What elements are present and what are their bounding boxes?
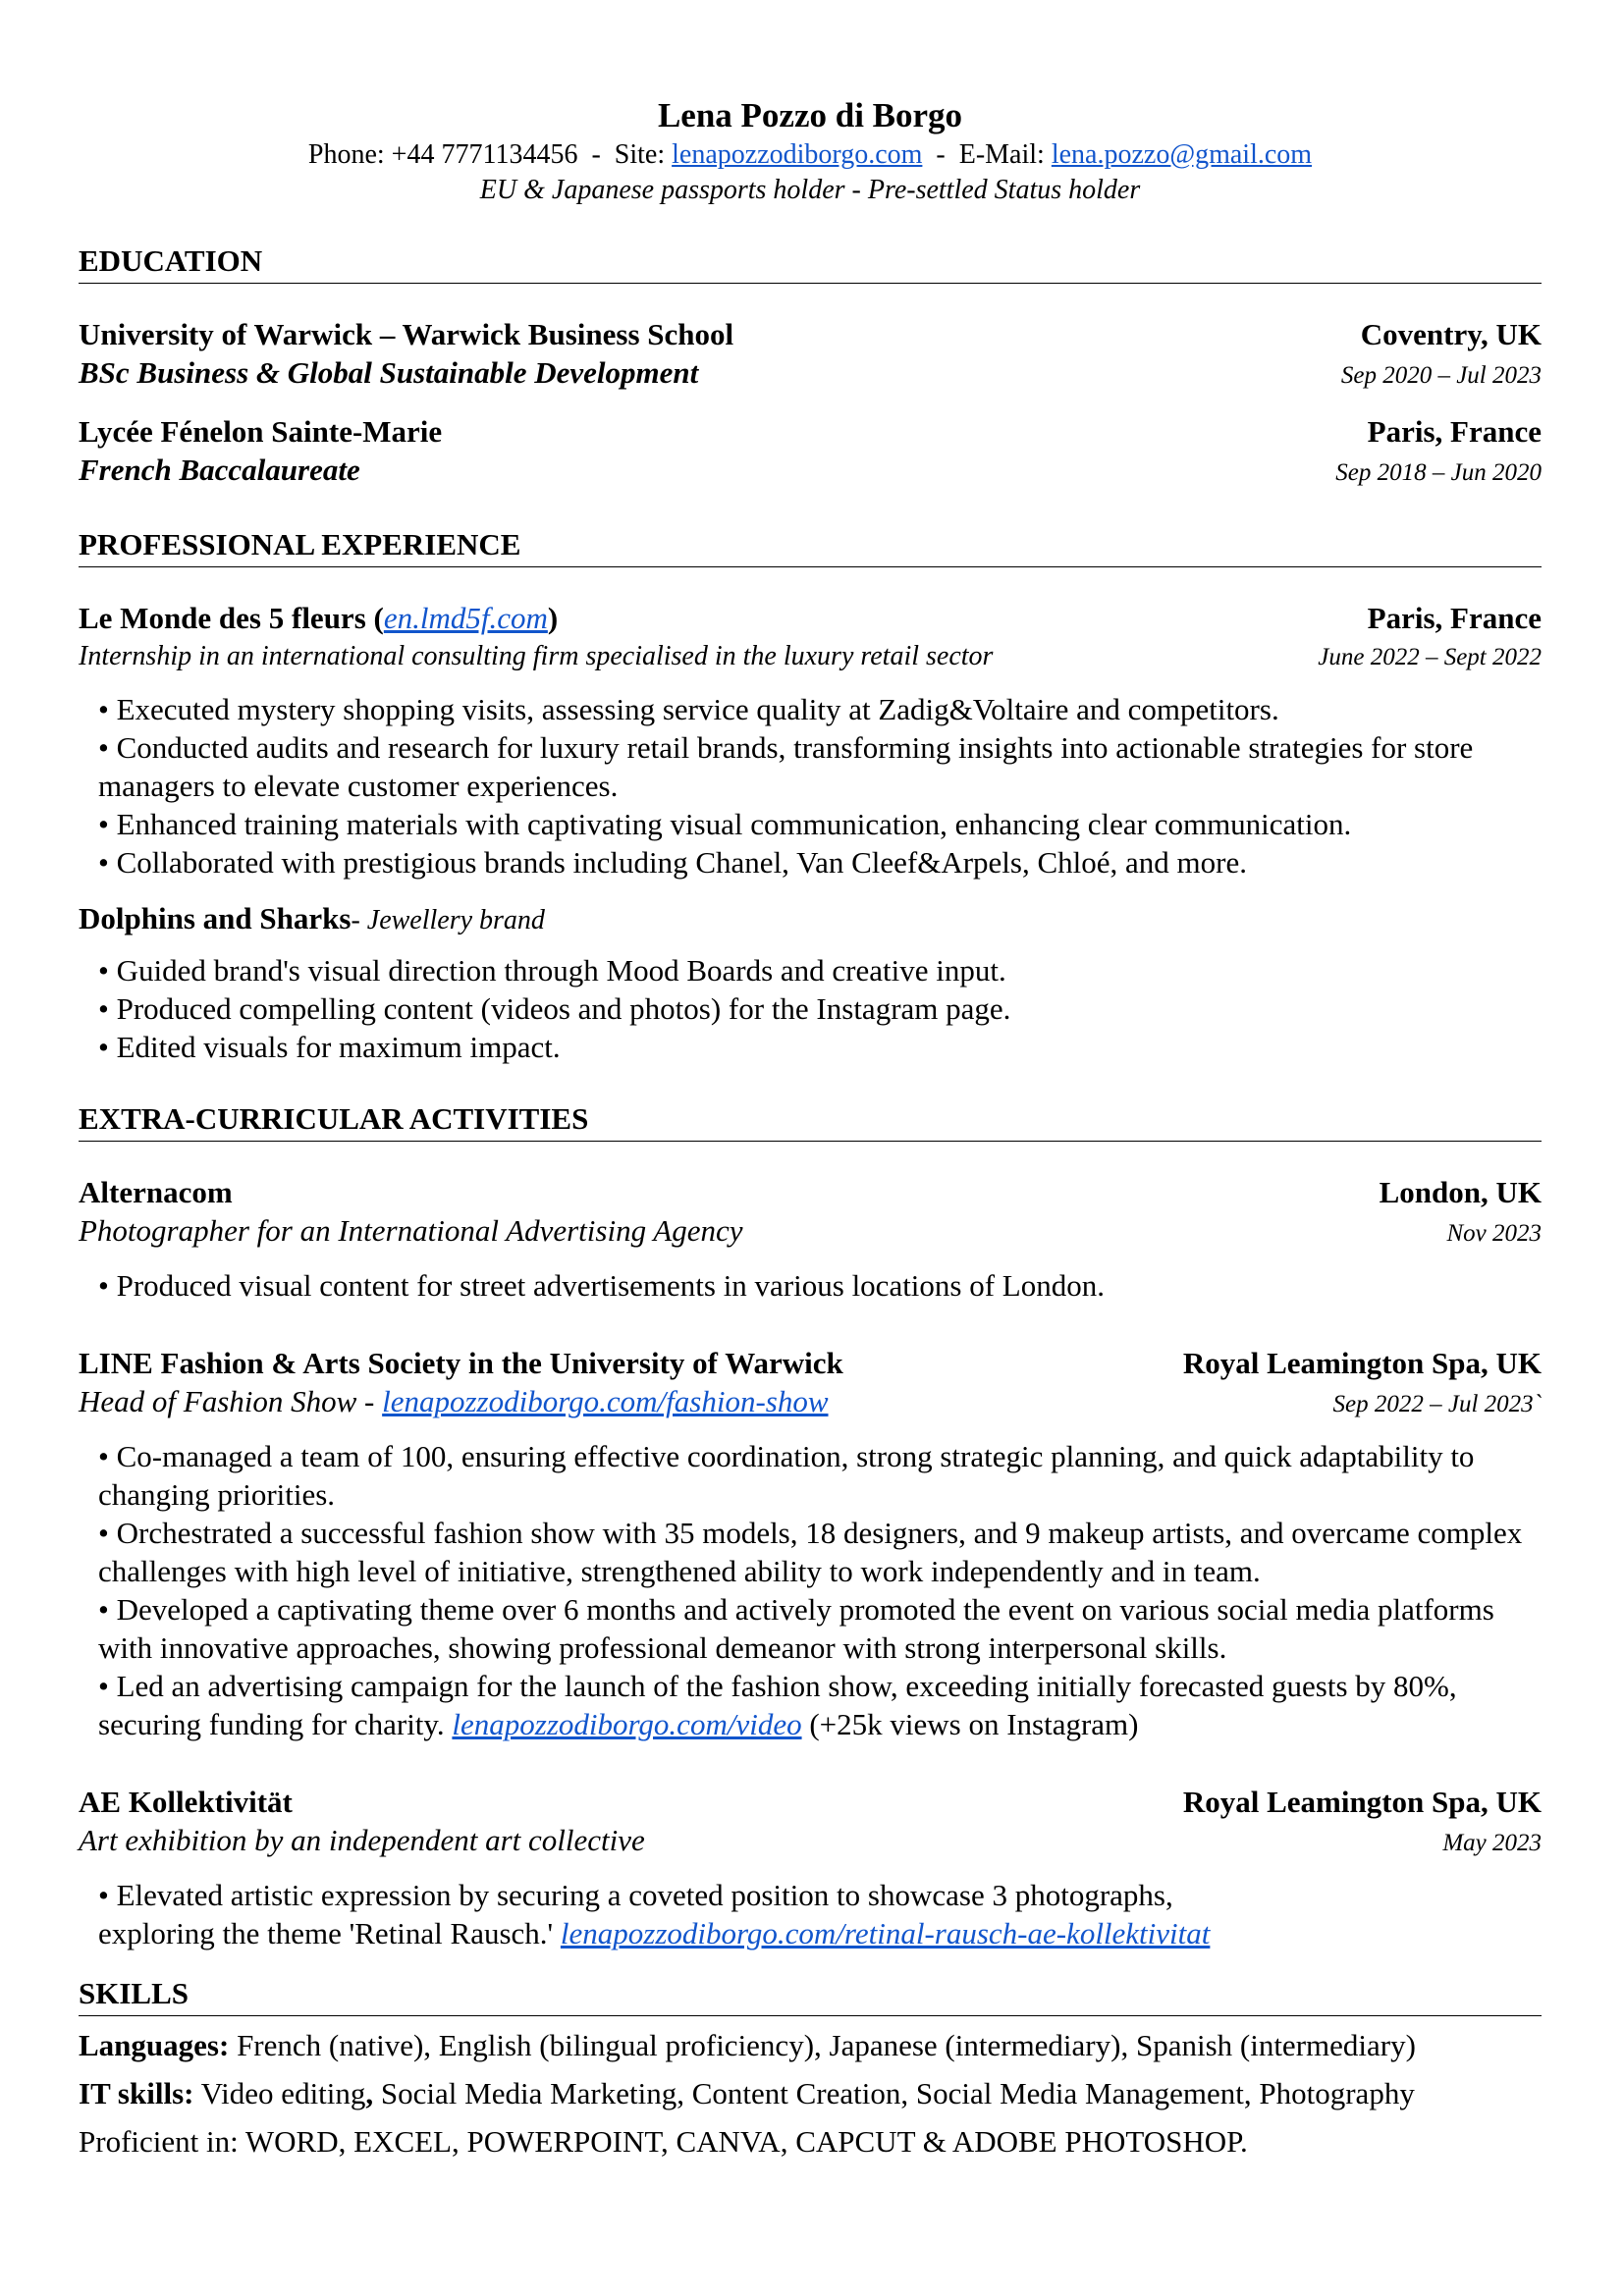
bullet-text: exploring the theme 'Retinal Rausch.': [98, 1916, 561, 1950]
company-name-close: ): [547, 601, 559, 635]
activity-location: London, UK: [1379, 1175, 1542, 1209]
bullet-item: • Collaborated with prestigious brands including Chanel, Van Cleef&Arpels, Chloé, and more.: [98, 845, 1247, 880]
skills-proficient: Proficient in: WORD, EXCEL, POWERPOINT, CANVA, CAPCUT & ADOBE PHOTOSHOP.: [79, 2124, 1248, 2159]
activity-entry: [79, 1173, 1542, 1305]
school-location: Paris, France: [1367, 414, 1542, 449]
skills-languages: [79, 2026, 1542, 2064]
company-name: Dolphins and Sharks: [79, 901, 352, 935]
it-value: Video editing: [193, 2076, 366, 2110]
email-label: E-Mail:: [958, 139, 1045, 170]
activity-dates: Sep 2022 – Jul 2023`: [1332, 1391, 1542, 1417]
it-value: Social Media Marketing, Content Creation, Social Media Management, Photography: [373, 2076, 1415, 2110]
education-dates: Sep 2020 – Jul 2023: [1340, 362, 1542, 389]
bullet-item: [98, 1914, 1542, 1952]
bullet-text: (+25k views on Instagram): [801, 1707, 1139, 1741]
bullet-item: • Guided brand's visual direction through Mood Boards and creative input.: [98, 953, 1006, 988]
bullet-item: • Orchestrated a successful fashion show with 35 models, 18 designers, and 9 makeup artists, and overcame complex challenges with high level of initiative, strengthened ability to work independently and in team.: [98, 1516, 1523, 1588]
fashion-show-link[interactable]: lenapozzodiborgo.com/fashion-show: [382, 1384, 829, 1418]
video-link[interactable]: lenapozzodiborgo.com/video: [452, 1707, 802, 1741]
bullet-list: [98, 951, 1542, 1066]
passports-line: EU & Japanese passports holder - Pre-settled Status holder: [479, 175, 1141, 205]
activity-entry: [79, 1344, 1542, 1743]
school-name: Lycée Fénelon Sainte-Marie: [79, 414, 443, 449]
languages-label: Languages:: [79, 2028, 230, 2062]
skills-it: [79, 2074, 1542, 2112]
education-dates: Sep 2018 – Jun 2020: [1335, 459, 1542, 486]
activity-role: [79, 1382, 829, 1420]
skills-block: [79, 2026, 1542, 2161]
bullet-item: • Enhanced training materials with captivating visual communication, enhancing clear communication.: [98, 807, 1352, 841]
activity-org: Alternacom: [79, 1175, 233, 1209]
activity-role: Photographer for an International Advertising Agency: [79, 1213, 743, 1248]
languages-value: French (native), English (bilingual proficiency), Japanese (intermediary), Spanish (intermediary): [229, 2028, 1416, 2062]
bullet-item: • Produced visual content for street advertisements in various locations of London.: [98, 1268, 1105, 1303]
company-name: [79, 599, 558, 637]
school-location: Coventry, UK: [1360, 317, 1542, 351]
company-tagline: - Jewellery brand: [351, 905, 545, 935]
activity-location: Royal Leamington Spa, UK: [1182, 1785, 1542, 1819]
site-label: Site:: [614, 139, 666, 170]
activity-entry: [79, 1783, 1542, 1952]
section-education-title: EDUCATION: [79, 241, 1542, 284]
activity-role: Art exhibition by an independent art collective: [79, 1823, 645, 1857]
activity-org: AE Kollektivität: [79, 1785, 293, 1819]
education-entry: [79, 315, 1542, 395]
activity-role-text: Head of Fashion Show -: [79, 1384, 383, 1418]
contact-line: [79, 137, 1542, 173]
separator: -: [591, 139, 601, 170]
retinal-rausch-link[interactable]: lenapozzodiborgo.com/retinal-rausch-ae-kollektivitat: [560, 1916, 1211, 1950]
education-entry: [79, 412, 1542, 492]
experience-entry: [79, 599, 1542, 881]
it-label: IT skills:: [79, 2076, 194, 2110]
section-experience-title: PROFESSIONAL EXPERIENCE: [79, 525, 1542, 567]
company-location: Paris, France: [1367, 601, 1542, 635]
activity-location: Royal Leamington Spa, UK: [1182, 1346, 1542, 1380]
activity-dates: Nov 2023: [1446, 1220, 1542, 1247]
separator: -: [936, 139, 946, 170]
bullet-list: [98, 1437, 1542, 1743]
bullet-item: • Elevated artistic expression by securing a coveted position to showcase 3 photographs,: [98, 1878, 1173, 1912]
bullet-list: [98, 1876, 1542, 1952]
it-comma: ,: [365, 2076, 374, 2110]
resume-header: [79, 94, 1542, 208]
degree-name: BSc Business & Global Sustainable Development: [79, 355, 699, 390]
school-name: University of Warwick – Warwick Business School: [79, 317, 734, 351]
site-link[interactable]: lenapozzodiborgo.com: [672, 139, 923, 170]
degree-name: French Baccalaureate: [79, 453, 360, 487]
resume-page: [79, 94, 1542, 2170]
bullet-list: [98, 690, 1542, 881]
bullet-item: • Produced compelling content (videos and photos) for the Instagram page.: [98, 991, 1011, 1026]
section-skills-title: SKILLS: [79, 1974, 1542, 2016]
bullet-item: • Conducted audits and research for luxury retail brands, transforming insights into actionable strategies for store managers to elevate customer experiences.: [98, 730, 1474, 803]
company-name-text: Le Monde des 5 fleurs (: [79, 601, 384, 635]
experience-entry: [79, 899, 1542, 1066]
bullet-item: • Developed a captivating theme over 6 months and actively promoted the event on various social media platforms with innovative approaches, showing professional demeanor with strong interpersonal skills.: [98, 1592, 1494, 1665]
candidate-name: Lena Pozzo di Borgo: [657, 96, 963, 134]
job-role: Internship in an international consulting firm specialised in the luxury retail sector: [79, 641, 994, 671]
section-extracurricular-title: EXTRA-CURRICULAR ACTIVITIES: [79, 1099, 1542, 1142]
bullet-item: [98, 1667, 1542, 1743]
email-link[interactable]: lena.pozzo@gmail.com: [1051, 139, 1313, 170]
activity-org: LINE Fashion & Arts Society in the University of Warwick: [79, 1346, 843, 1380]
bullet-item: • Executed mystery shopping visits, assessing service quality at Zadig&Voltaire and competitors.: [98, 692, 1279, 726]
activity-dates: May 2023: [1442, 1830, 1542, 1856]
company-link[interactable]: en.lmd5f.com: [383, 601, 548, 635]
bullet-item: • Co-managed a team of 100, ensuring effective coordination, strong strategic planning, and quick adaptability to changing priorities.: [98, 1439, 1475, 1512]
bullet-list: [98, 1266, 1542, 1305]
phone-text: Phone: +44 7771134456: [307, 139, 578, 170]
bullet-text: • Led an advertising campaign for the launch of the fashion show, exceeding initially forecasted guests by 80%, securing funding for charity.: [98, 1669, 1457, 1741]
bullet-item: • Edited visuals for maximum impact.: [98, 1030, 561, 1064]
job-dates: June 2022 – Sept 2022: [1318, 644, 1542, 670]
